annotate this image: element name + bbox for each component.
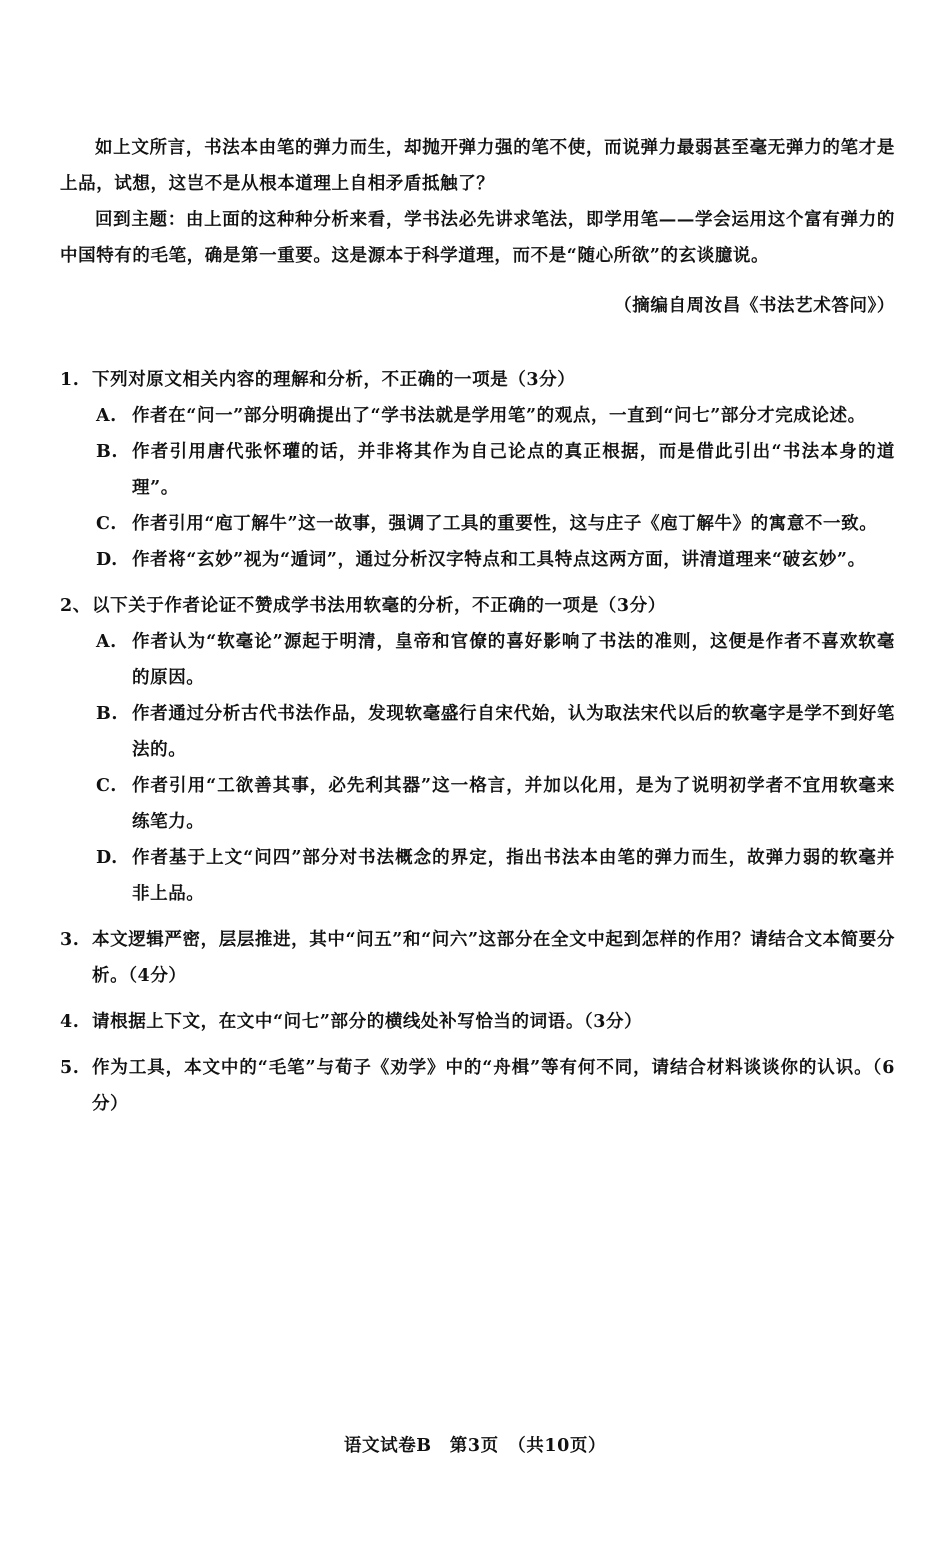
question-4	[60, 1004, 895, 1040]
question-text: 下列对原文相关内容的理解和分析，不正确的一项是（3分）	[92, 370, 576, 390]
passage-paragraph-2: 回到主题：由上面的这种种分析来看，学书法必先讲求笔法，即学用笔——学会运用这个富有弹力的中国特有的毛笔，确是第一重要。这是源本于科学道理，而不是“随心所欲”的玄谈臆说。	[60, 210, 895, 266]
option-text: 作者在“问一”部分明确提出了“学书法就是学用笔”的观点，一直到“问七”部分才完成论述。	[132, 406, 866, 426]
option-text: 作者引用“庖丁解牛”这一故事，强调了工具的重要性，这与庄子《庖丁解牛》的寓意不一致。	[132, 514, 878, 534]
question-1-option-b	[60, 434, 895, 506]
passage-paragraph-1: 如上文所言，书法本由笔的弹力而生，却抛开弹力强的笔不使，而说弹力最弱甚至毫无弹力的笔才是上品，试想，这岂不是从根本道理上自相矛盾抵触了？	[60, 138, 895, 194]
question-2-option-c	[60, 768, 895, 840]
option-text: 作者引用“工欲善其事，必先利其器”这一格言，并加以化用，是为了说明初学者不宜用软毫来练笔力。	[132, 776, 895, 832]
question-1-option-d	[60, 542, 895, 578]
question-number: 1.	[60, 370, 80, 390]
question-text: 作为工具，本文中的“毛笔”与荀子《劝学》中的“舟楫”等有何不同，请结合材料谈谈你的认识。（6分）	[92, 1058, 895, 1114]
option-text: 作者基于上文“问四”部分对书法概念的界定，指出书法本由笔的弹力而生，故弹力弱的软毫并非上品。	[132, 848, 895, 904]
question-2-option-d	[60, 840, 895, 912]
question-3	[60, 922, 895, 994]
option-text: 作者认为“软毫论”源起于明清，皇帝和官僚的喜好影响了书法的准则，这便是作者不喜欢软毫的原因。	[132, 632, 895, 688]
option-letter: C.	[96, 776, 117, 796]
passage-source: （摘编自周汝昌《书法艺术答问》）	[614, 296, 895, 316]
question-1-option-a	[60, 398, 895, 434]
option-text: 作者引用唐代张怀瓘的话，并非将其作为自己论点的真正根据，而是借此引出“书法本身的道理”。	[132, 442, 895, 498]
question-text: 以下关于作者论证不赞成学书法用软毫的分析，不正确的一项是（3分）	[92, 596, 666, 616]
option-letter: D.	[96, 550, 118, 570]
question-text: 请根据上下文，在文中“问七”部分的横线处补写恰当的词语。（3分）	[92, 1012, 643, 1032]
page-footer: 语文试卷B 第3页 （共10页）	[343, 1436, 607, 1456]
option-letter: C.	[96, 514, 117, 534]
option-text: 作者通过分析古代书法作品，发现软毫盛行自宋代始，认为取法宋代以后的软毫字是学不到好笔法的。	[132, 704, 895, 760]
option-letter: D.	[96, 848, 118, 868]
option-letter: B.	[96, 704, 119, 724]
option-letter: A.	[96, 406, 117, 426]
option-letter: B.	[96, 442, 119, 462]
question-2-option-b	[60, 696, 895, 768]
question-number: 3.	[60, 930, 80, 950]
question-5	[60, 1050, 895, 1122]
question-number: 4.	[60, 1012, 80, 1032]
option-text: 作者将“玄妙”视为“遁词”，通过分析汉字特点和工具特点这两方面，讲清道理来“破玄妙”。	[132, 550, 866, 570]
question-1-option-c	[60, 506, 895, 542]
question-text: 本文逻辑严密，层层推进，其中“问五”和“问六”这部分在全文中起到怎样的作用？请结合文本简要分析。（4分）	[92, 930, 895, 986]
question-number: 5.	[60, 1058, 80, 1078]
question-1	[60, 362, 895, 578]
option-letter: A.	[96, 632, 117, 652]
question-list	[60, 362, 895, 1132]
question-2-option-a	[60, 624, 895, 696]
question-2	[60, 588, 895, 912]
passage	[60, 130, 895, 324]
question-number: 2、	[60, 596, 91, 616]
